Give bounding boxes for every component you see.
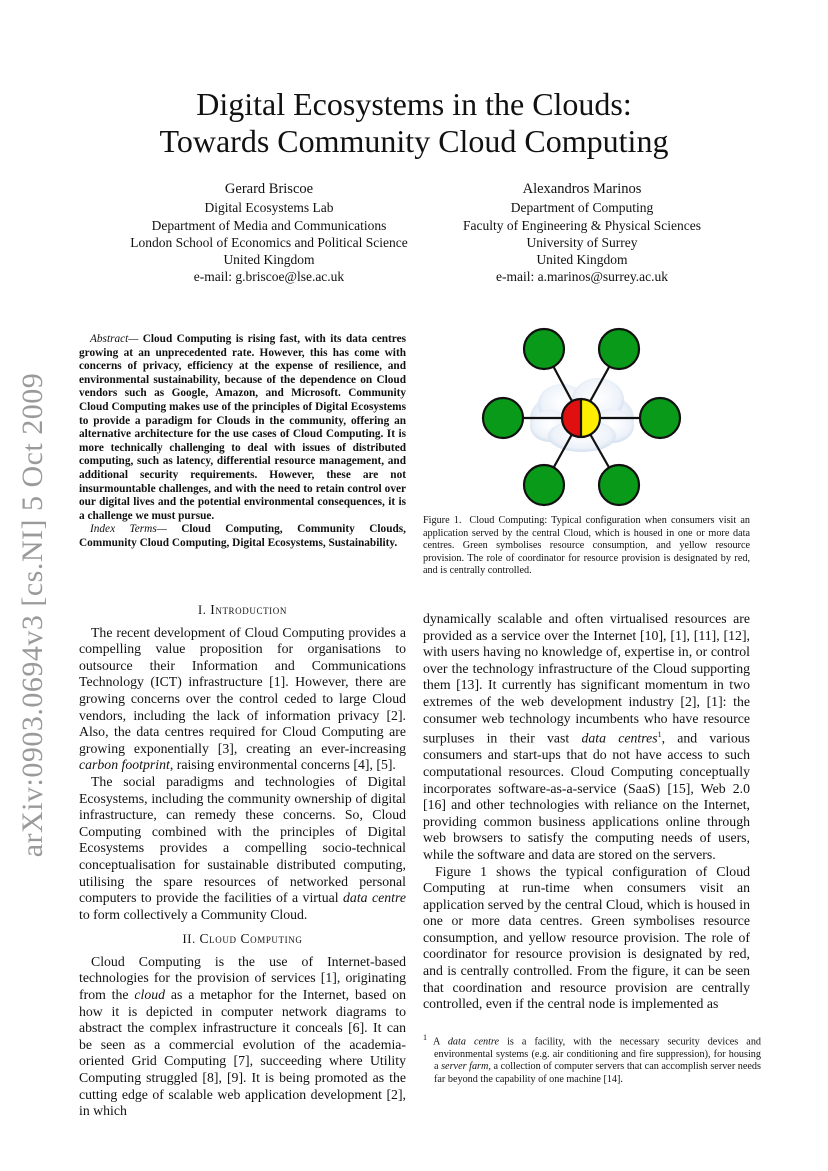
emphasis: data centres [581, 730, 658, 746]
consumer-node [524, 465, 564, 505]
author-name: Alexandros Marinos [522, 181, 642, 197]
text-run: , a collection of computer servers that can accomplish server needs far beyond the capability of one machine [14]. [434, 1061, 761, 1085]
figure-label: Figure 1. [423, 515, 462, 526]
author-affiliation: Digital Ecosystems Lab [204, 200, 334, 216]
central-node [562, 399, 600, 437]
abstract-text: Cloud Computing is rising fast, with its data centres growing at an unprecedented rate. However, this has come with concerns of privacy, efficiency at the expense of resilience, and environmental sustainability, because of the dependence on Cloud vendors such as Google, Amazon, and Microsoft. Community Cloud Computing makes use of the principles of Digital Ecosystems to provide a paradigm for Clouds in the community, offering an alternative architecture for the use cases of Cloud Computing. It is more technically challenging to deal with issues of distributed computing, such as latency, differential resource management, and additional security requirements. However, these are not insurmountable challenges, and with the need to retain control over our digital lives and the potential environmental consequences, it is a challenge we must pursue. [79, 333, 406, 522]
figure-1-diagram [470, 322, 700, 512]
abstract [79, 333, 406, 551]
text-run: dynamically scalable and often virtualised resources are provided as a service over the Internet [10], [1], [11], [12], with users having no knowledge of, expertise in, or control over the technology infrastructure of the Cloud supporting them [13]. It currently has significant momentum in two extremes of the web development industry [2], [1]: the consumer web technology incumbents who have resource surpluses in their vast [423, 611, 750, 746]
text-run: , and various consumers and start-ups that do not have access to such computational resources. Cloud Computing conceptually incorporates software-as-a-service (SaaS) [15], Web 2.0 [16] and other technologies with reliance on the Internet, providing common business applications online through web browsers to satisfy the computing needs of users, while the software and data are stored on the servers. [423, 730, 751, 862]
author-country: United Kingdom [536, 252, 628, 268]
title-line-2: Towards Community Cloud Computing [159, 123, 669, 159]
arxiv-sidebar [5, 372, 61, 858]
consumer-node [640, 398, 680, 438]
cloud-computing-paragraph-1-cont [423, 611, 750, 864]
emphasis: server farm [441, 1061, 489, 1073]
author-country: United Kingdom [223, 252, 315, 268]
text-run: The social paradigms and technologies of Digital Ecosystems, including the community ownership of digital infrastructure, can remedy these concerns. So, Cloud Computing combined with the principles of Digital Ecosystems provides a compelling socio-technical conceptualisation for sustainable distributed computing, utilising the spare resources of networked personal computers to provide the facilities of a virtual [79, 773, 406, 906]
author-department: Department of Computing [510, 200, 654, 216]
text-run: A [433, 1036, 448, 1048]
footnote-1 [423, 1032, 761, 1086]
text-run: as a metaphor for the Internet, based on how it is depicted in computer network diagrams to abstract the complex infrastructure it conceals [6]. It can be seen as a commercial evolution of the academia-oriented Grid Computing [7], succeeding where Utility Computing struggled [8], [9]. It is being promoted as the cutting edge of scalable web application development [2], in which [79, 987, 406, 1119]
author-institution: University of Surrey [526, 234, 638, 250]
author-email: e-mail: g.briscoe@lse.ac.uk [193, 269, 345, 285]
index-terms-text: Cloud Computing, Community Clouds, Community Cloud Computing, Digital Ecosystems, Sustainability. [79, 523, 406, 549]
consumer-node [524, 329, 564, 369]
section-title: Introduction [210, 602, 287, 617]
emphasis: data centre [447, 1036, 500, 1048]
arxiv-identifier: arXiv:0903.0694v3 [cs.NI] 5 Oct 2009 [16, 372, 49, 858]
abstract-body [79, 333, 406, 523]
consumer-node [483, 398, 523, 438]
author-name: Gerard Briscoe [224, 181, 314, 197]
text-run: to form collectively a Community Cloud. [79, 906, 308, 922]
cloud-computing-paragraph-1 [79, 954, 406, 1120]
text-run: is a facility, with the necessary security devices and environmental systems (e.g. air conditioning and fire suppression), for housing a [434, 1036, 762, 1073]
index-terms-label: Index Terms— [90, 523, 167, 536]
consumer-node [599, 329, 639, 369]
section-number: II. [182, 932, 196, 947]
text-run: The recent development of Cloud Computing provides a compelling value proposition for organisations to outsource their Information and Communications Technology (ICT) infrastructure [1]. However, there are growing concerns over the control ceded to large Cloud vendors, including the lack of information privacy [2]. Also, the data centres required for Cloud Computing are growing exponentially [3], creating an ever-increasing [79, 624, 406, 756]
right-column [423, 611, 750, 1013]
index-terms [79, 523, 406, 550]
left-column [79, 598, 406, 1120]
author-institution: London School of Economics and Political Science [130, 234, 408, 250]
text-run: Cloud Computing is the use of Internet-based technologies for the provision of services [1], originating from the [79, 953, 406, 1003]
figure-1-caption [423, 515, 750, 578]
section-heading-introduction [79, 602, 406, 619]
title-line-1: Digital Ecosystems in the Clouds: [196, 86, 632, 122]
author-faculty: Faculty of Engineering & Physical Sciences [462, 217, 702, 233]
emphasis: carbon footprint [79, 757, 170, 773]
emphasis: data centre [343, 890, 406, 906]
figure-caption-text: Cloud Computing: Typical configuration when consumers visit an application served by the central Cloud, which is housed in one or more data centres. Green symbolises resource consumption, and yellow resource provision. The role of coordinator for resource provision is designated by red, and is centrally controlled. [423, 515, 750, 577]
footnote-mark: 1 [423, 1033, 427, 1042]
author-block-2 [422, 181, 742, 286]
section-heading-cloud-computing [79, 931, 406, 948]
footnote-marker: 1 [657, 730, 662, 740]
cloud-computing-paragraph-2: Figure 1 shows the typical configuration of Cloud Computing at run-time when consumers visit an application served by the central Cloud, which is housed in one or more data centres. Green symbolises resource consumption, and yellow resource provision. The role of coordinator for resource provision is designated by red, and is centrally controlled. From the figure, it can be seen that coordination and resource provision are centrally controlled, even if the central node is implemented as [423, 863, 750, 1012]
text-run: , raising environmental concerns [4], [5]. [169, 757, 396, 773]
section-title: Cloud Computing [199, 931, 303, 947]
author-block-1 [109, 181, 429, 286]
consumer-node [599, 465, 639, 505]
abstract-label: Abstract— [90, 333, 139, 345]
author-email: e-mail: a.marinos@surrey.ac.uk [496, 269, 668, 285]
paper-title [0, 86, 828, 160]
emphasis: cloud [134, 987, 166, 1003]
intro-paragraph-1 [79, 625, 406, 774]
author-department: Department of Media and Communications [151, 217, 387, 233]
intro-paragraph-2 [79, 774, 406, 923]
section-number: I. [198, 603, 207, 617]
